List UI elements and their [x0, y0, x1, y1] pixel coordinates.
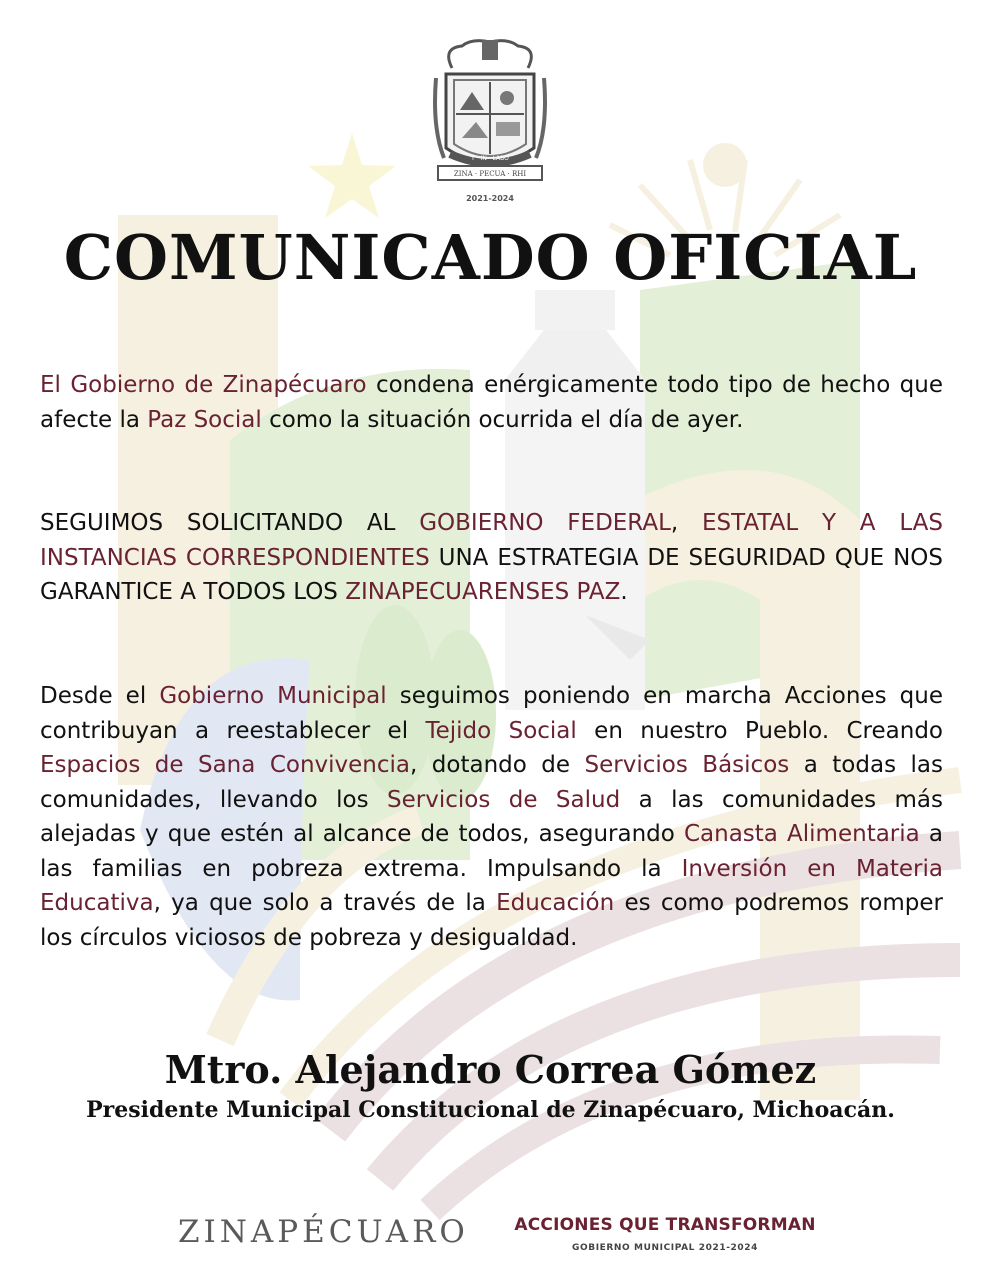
body-text: a las comunidades más alejadas y que estén al alcance de todos, asegurando — [40, 786, 943, 847]
seal-period: 2021-2024 — [466, 194, 514, 203]
footer-brand: ZINAPÉCUARO — [178, 1214, 469, 1250]
highlighted-text: Inversión en Materia Educativa — [40, 855, 943, 916]
coat-of-arms-icon — [432, 38, 548, 186]
highlighted-text: Espacios de Sana Convivencia — [40, 752, 411, 778]
body-text: , — [670, 510, 703, 536]
highlighted-text: Paz Social — [147, 406, 262, 433]
body-text: condena enérgicamente todo tipo de hecho que afecte la — [40, 372, 944, 433]
highlighted-text: ZINAPECUARENSES PAZ — [345, 579, 621, 605]
star-icon — [308, 133, 396, 218]
highlighted-text: Canasta Alimentaria — [683, 821, 920, 847]
body-text: SEGUIMOS SOLICITANDO AL — [40, 510, 420, 536]
footer-slogan-sub: GOBIERNO MUNICIPAL 2021-2024 — [572, 1243, 758, 1253]
highlighted-text: El Gobierno de Zinapécuaro — [40, 372, 367, 398]
body-text: en nuestro Pueblo. Creando — [576, 717, 943, 744]
body-text: , dotando de — [410, 752, 585, 778]
highlighted-text: Gobierno Municipal — [159, 683, 387, 709]
body-paragraph — [40, 679, 943, 955]
body-text: Desde el — [40, 683, 160, 709]
signer-role: Presidente Municipal Constitucional de Zinapécuaro, Michoacán. — [86, 1097, 895, 1123]
document-title: COMUNICADO OFICIAL — [63, 221, 918, 294]
body-text: UNA ESTRATEGIA DE SEGURIDAD QUE NOS GARANTICE A TODOS LOS — [40, 544, 944, 605]
highlighted-text: Tejido Social — [425, 717, 577, 744]
highlighted-text: ESTATAL Y A LAS INSTANCIAS CORRESPONDIENTES — [40, 510, 943, 571]
body-paragraph — [40, 368, 943, 437]
highlighted-text: Servicios de Salud — [387, 786, 621, 813]
body-paragraph — [40, 506, 943, 610]
seal-ribbon: T · IN · LABO — [471, 155, 509, 162]
signer-name: Mtro. Alejandro Correa Gómez — [164, 1047, 817, 1092]
footer-slogan: ACCIONES QUE TRANSFORMAN — [514, 1215, 816, 1235]
body-text: a las familias en pobreza extrema. Impulsando la — [40, 821, 943, 882]
seal-banner: ZINA · PECUA · RHI — [453, 170, 527, 178]
body-text: seguimos poniendo en marcha Acciones que contribuyan a reestablecer el — [40, 683, 943, 744]
body-text: a todas las comunidades, llevando los — [40, 752, 943, 813]
highlighted-text: GOBIERNO FEDERAL — [419, 510, 671, 536]
highlighted-text: Servicios Básicos — [584, 752, 790, 778]
body-text: como la situación ocurrida el día de ayer. — [261, 406, 744, 433]
body-text: . — [620, 579, 628, 605]
body-text: es como podremos romper los círculos viciosos de pobreza y desigualdad. — [40, 890, 943, 951]
highlighted-text: Educación — [496, 890, 615, 916]
body-text: , ya que solo a través de la — [153, 890, 497, 916]
